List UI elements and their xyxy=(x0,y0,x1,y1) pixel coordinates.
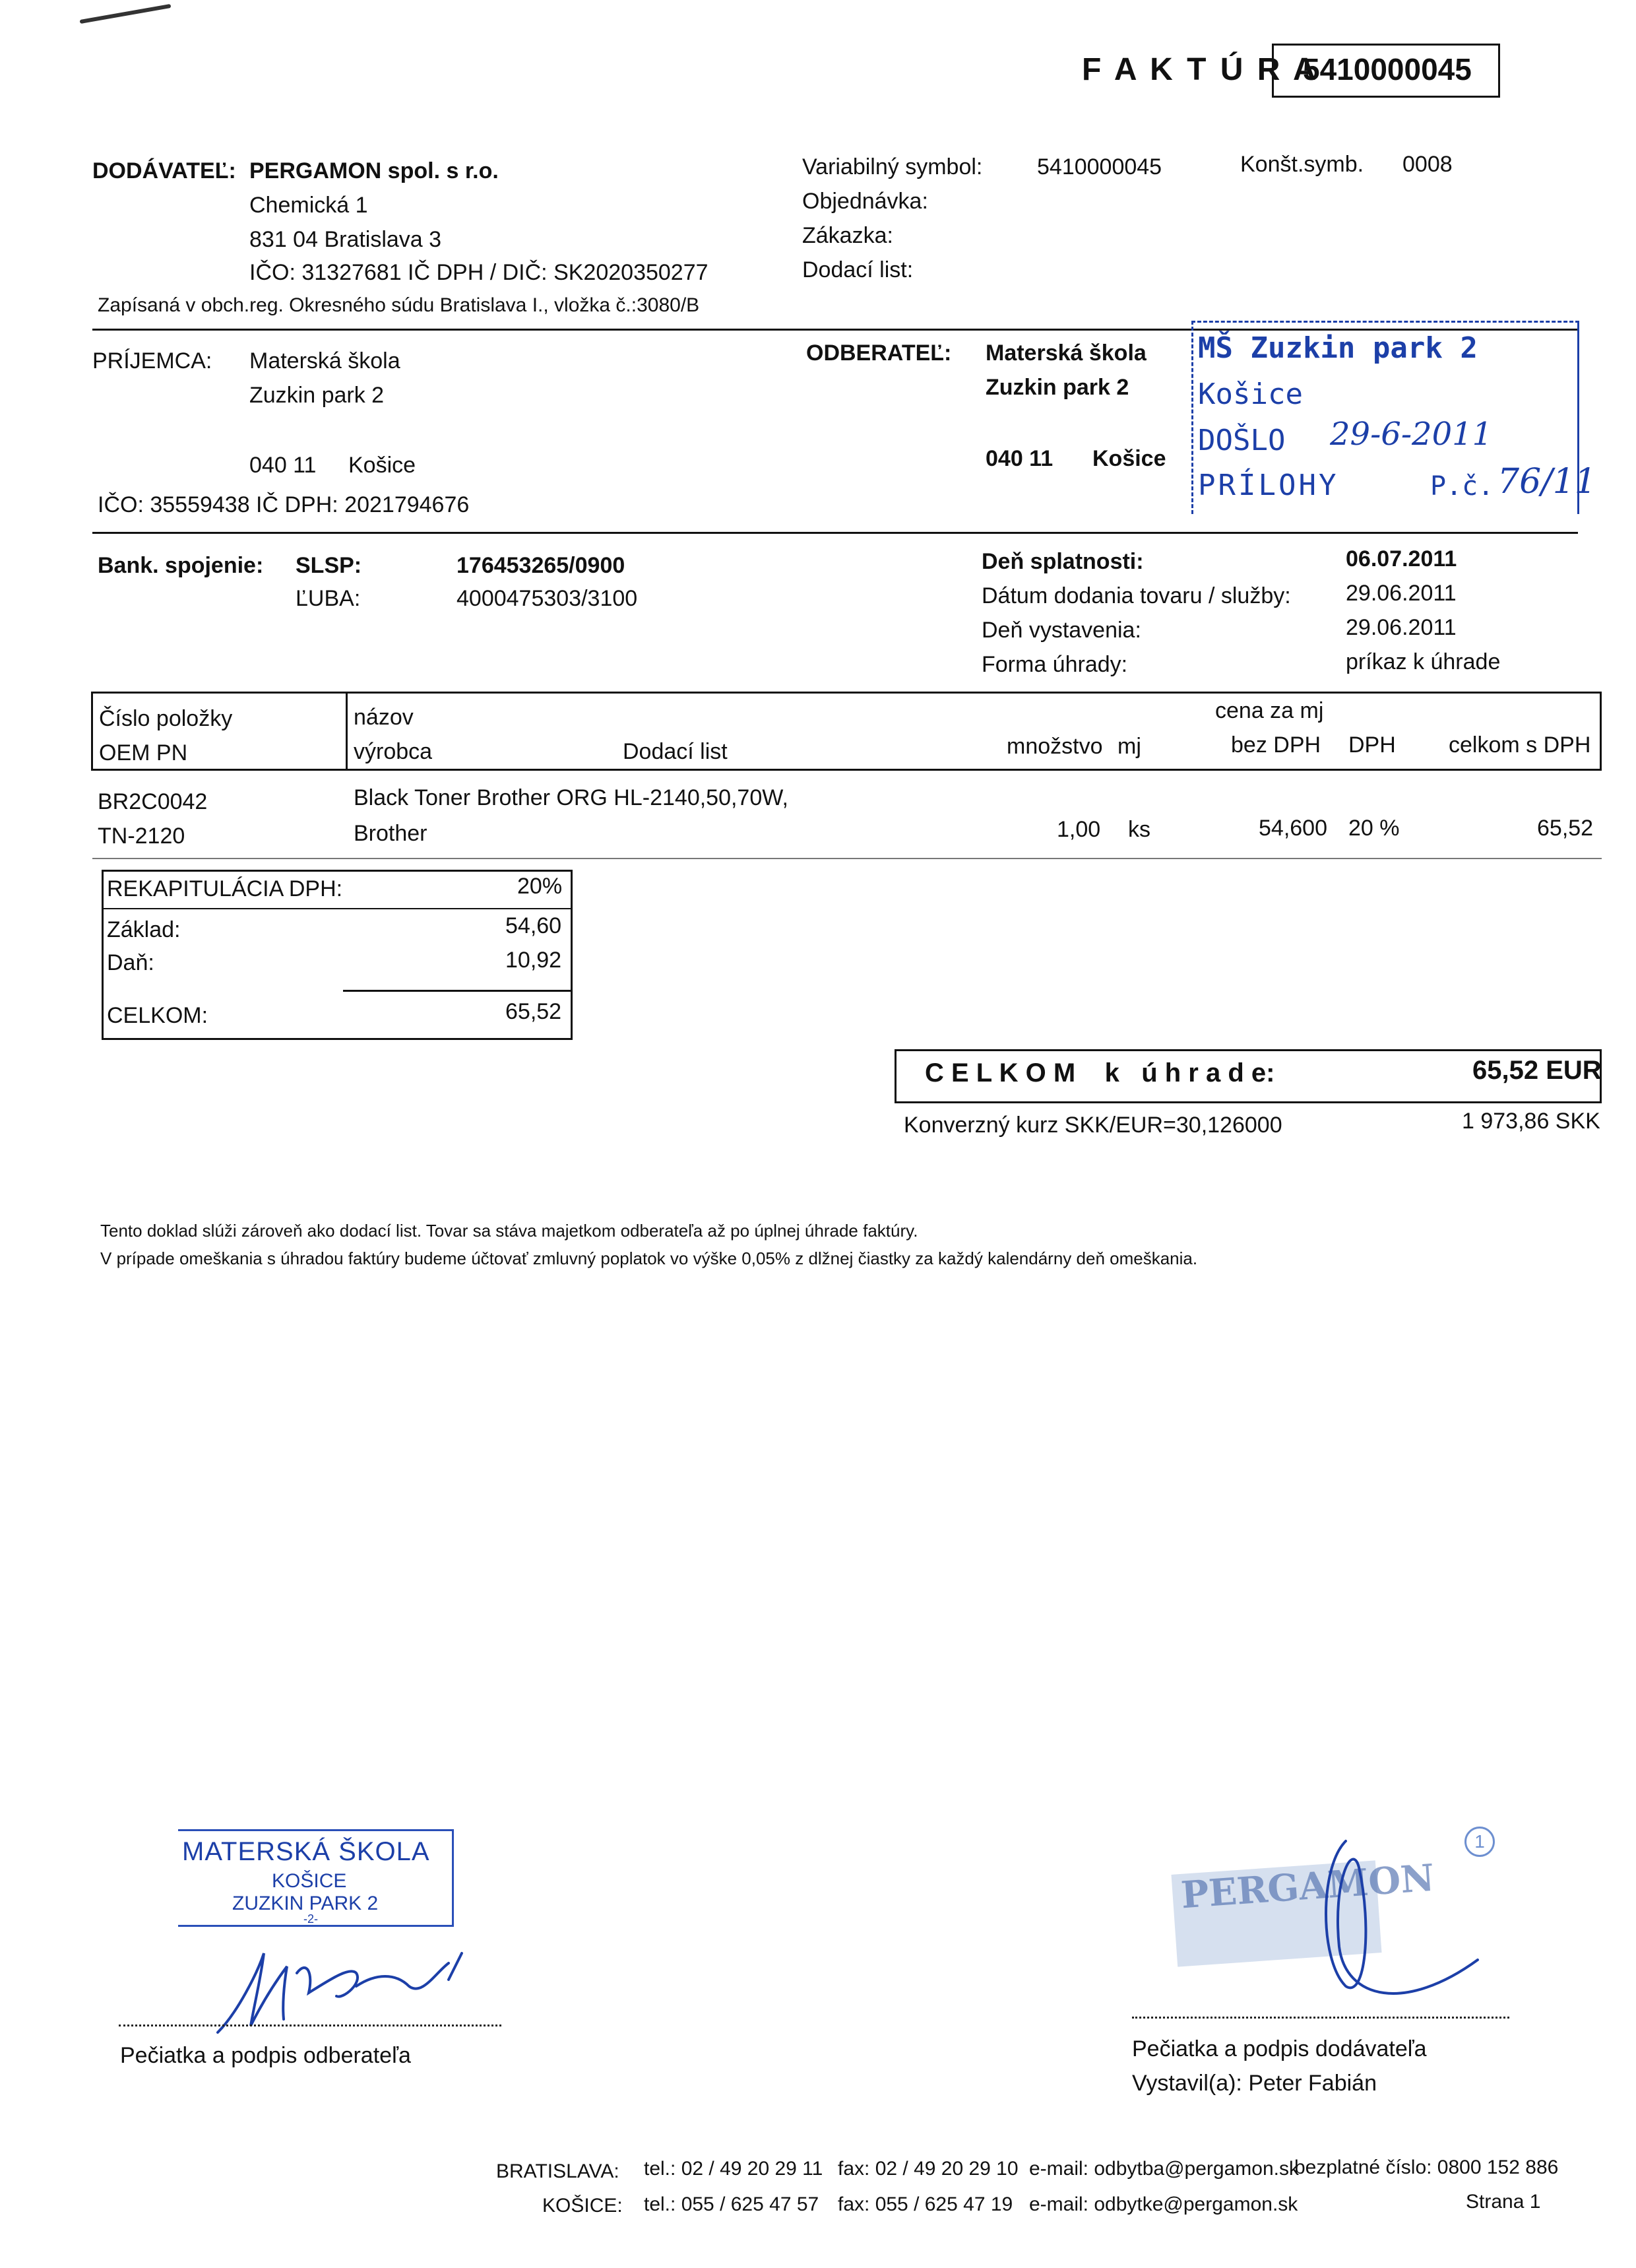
pen-mark xyxy=(80,4,172,24)
variabilny-label: Variabilný symbol: xyxy=(802,154,983,179)
received-stamp-line1: MŠ Zuzkin park 2 xyxy=(1198,331,1478,365)
recipient-street: Zuzkin park 2 xyxy=(249,383,385,408)
splatnost-label: Deň splatnosti: xyxy=(982,549,1144,574)
item-total: 65,52 xyxy=(1537,816,1594,841)
note-line-1: Tento doklad slúži zároveň ako dodací list. Tovar sa stáva majetkom odberateľa až po úplnej úhrade faktúry. xyxy=(100,1221,918,1241)
received-stamp-line2: Košice xyxy=(1198,377,1303,411)
supplier-register: Zapísaná v obch.reg. Okresného súdu Bratislava I., vložka č.:3080/B xyxy=(98,294,700,316)
footer-ba-email: e-mail: odbytba@pergamon.sk xyxy=(1029,2158,1299,2180)
footer-ke-fax: fax: 055 / 625 47 19 xyxy=(838,2193,1013,2215)
recap-zaklad-value: 54,60 xyxy=(505,913,562,938)
total-label: C E L K O M k ú h r a d e: xyxy=(925,1058,1275,1087)
bank-label: Bank. spojenie: xyxy=(98,553,264,578)
supplier-name: PERGAMON spol. s r.o. xyxy=(249,158,499,183)
supplier-signature-line xyxy=(1132,2017,1509,2019)
conversion-rate: Konverzný kurz SKK/EUR=30,126000 xyxy=(904,1113,1282,1138)
recipient-zip: 040 11 xyxy=(249,453,317,478)
col-celkom-header: celkom s DPH xyxy=(1449,732,1591,758)
recap-celkom-value: 65,52 xyxy=(505,999,562,1024)
footer-ba-tel: tel.: 02 / 49 20 29 11 xyxy=(644,2158,823,2180)
recap-dan-label: Daň: xyxy=(107,950,154,975)
col-dodaci-header: Dodací list xyxy=(623,739,728,764)
footer-ke-city: KOŠICE: xyxy=(542,2195,623,2217)
konst-label: Konšt.symb. xyxy=(1240,152,1364,177)
recap-divider-mid xyxy=(343,990,573,992)
objednavka-label: Objednávka: xyxy=(802,189,928,214)
col-oem-header: OEM PN xyxy=(99,740,188,765)
total-value: 65,52 EUR xyxy=(1472,1056,1602,1085)
konst-value: 0008 xyxy=(1402,152,1453,177)
zakazka-label: Zákazka: xyxy=(802,223,893,248)
footer-ke-tel: tel.: 055 / 625 47 57 xyxy=(644,2193,819,2215)
variabilny-value: 5410000045 xyxy=(1037,154,1162,179)
customer-stamp-line3: ZUZKIN PARK 2 xyxy=(232,1893,379,1914)
supplier-city: 831 04 Bratislava 3 xyxy=(249,227,442,252)
customer-signature-line xyxy=(119,2025,501,2026)
received-stamp-date: 29-6-2011 xyxy=(1330,416,1493,453)
recap-celkom-label: CELKOM: xyxy=(107,1003,208,1028)
recap-rate: 20% xyxy=(517,874,563,899)
customer-stamp-line1: MATERSKÁ ŠKOLA xyxy=(182,1837,430,1866)
recipient-name: Materská škola xyxy=(249,348,400,373)
dodanie-label: Dátum dodania tovaru / služby: xyxy=(982,583,1291,608)
row-divider xyxy=(92,858,1602,859)
recap-divider-top xyxy=(102,908,573,909)
customer-street: Zuzkin park 2 xyxy=(986,375,1129,400)
dodaci-label: Dodací list: xyxy=(802,257,914,282)
supplier-label: DODÁVATEĽ: xyxy=(92,158,236,183)
customer-stamp-line4: -2- xyxy=(303,1912,318,1926)
item-unit: ks xyxy=(1128,817,1150,842)
forma-label: Forma úhrady: xyxy=(982,652,1128,677)
customer-city: Košice xyxy=(1092,446,1166,471)
customer-zip: 040 11 xyxy=(986,446,1054,471)
table-col-divider xyxy=(346,692,348,771)
item-code: BR2C0042 xyxy=(98,789,208,814)
footer-ba-city: BRATISLAVA: xyxy=(496,2160,619,2182)
note-line-2: V prípade omeškania s úhradou faktúry budeme účtovať zmluvný poplatok vo výške 0,05% z dlžnej čiastky za každý kalendárny deň omeškania. xyxy=(100,1248,1198,1268)
col-mj-header: mj xyxy=(1117,734,1141,759)
bank1-account: 176453265/0900 xyxy=(456,553,625,578)
forma-value: príkaz k úhrade xyxy=(1346,649,1501,674)
item-price: 54,600 xyxy=(1259,816,1327,841)
vystavenie-label: Deň vystavenia: xyxy=(982,618,1141,643)
recap-title: REKAPITULÁCIA DPH: xyxy=(107,876,343,901)
col-bez-header: bez DPH xyxy=(1231,732,1321,758)
supplier-ids: IČO: 31327681 IČ DPH / DIČ: SK2020350277 xyxy=(249,260,708,285)
received-stamp-pc-value: 76/11 xyxy=(1497,462,1596,502)
customer-signature xyxy=(198,1933,501,2046)
splatnost-value: 06.07.2011 xyxy=(1346,546,1457,571)
received-stamp-doslo: DOŠLO xyxy=(1198,424,1286,457)
customer-label: ODBERATEĽ: xyxy=(806,340,952,366)
customer-signature-caption: Pečiatka a podpis odberateľa xyxy=(120,2043,411,2068)
recap-dan-value: 10,92 xyxy=(505,948,562,973)
bank2-name: ĽUBA: xyxy=(296,586,361,611)
divider-2 xyxy=(92,532,1578,534)
footer-free-number: bezplatné číslo: 0800 152 886 xyxy=(1294,2156,1559,2178)
conversion-value: 1 973,86 SKK xyxy=(1462,1109,1600,1134)
items-table-header xyxy=(91,692,1602,771)
received-stamp-prilohy: PRÍLOHY xyxy=(1198,469,1339,502)
supplier-signature-caption: Pečiatka a podpis dodávateľa xyxy=(1132,2036,1427,2061)
item-maker: Brother xyxy=(354,821,427,846)
item-name: Black Toner Brother ORG HL-2140,50,70W, xyxy=(354,785,788,810)
recipient-ids: IČO: 35559438 IČ DPH: 2021794676 xyxy=(98,492,470,517)
col-dph-header: DPH xyxy=(1348,732,1396,758)
vystavenie-value: 29.06.2011 xyxy=(1346,615,1457,640)
recipient-city: Košice xyxy=(348,453,416,478)
item-oem: TN-2120 xyxy=(98,824,185,849)
bank2-account: 4000475303/3100 xyxy=(456,586,638,611)
footer-ke-email: e-mail: odbytke@pergamon.sk xyxy=(1029,2193,1298,2215)
col-cislo-header: Číslo položky xyxy=(99,706,233,731)
recap-zaklad-label: Základ: xyxy=(107,917,181,942)
col-mnozstvo-header: množstvo xyxy=(1007,734,1103,759)
customer-stamp-line2: KOŠICE xyxy=(272,1870,347,1892)
supplier-street: Chemická 1 xyxy=(249,193,368,218)
customer-name: Materská škola xyxy=(986,340,1147,366)
supplier-stamp-name: PERGAMON xyxy=(1180,1856,1436,1918)
item-vat: 20 % xyxy=(1348,816,1400,841)
col-nazov-header: názov xyxy=(354,705,414,730)
footer-ba-fax: fax: 02 / 49 20 29 10 xyxy=(838,2158,1019,2180)
footer-page-number: Strana 1 xyxy=(1466,2191,1541,2213)
dodanie-value: 29.06.2011 xyxy=(1346,581,1457,606)
invoice-number: 5410000045 xyxy=(1303,52,1472,86)
invoice-title: F A K T Ú R A xyxy=(1082,52,1319,87)
recipient-label: PRÍJEMCA: xyxy=(92,348,212,373)
supplier-signature xyxy=(1306,1828,1517,2026)
issued-by: Vystavil(a): Peter Fabián xyxy=(1132,2071,1377,2096)
item-qty: 1,00 xyxy=(1057,817,1101,842)
col-cena-header: cena za mj xyxy=(1215,698,1324,723)
supplier-stamp-number: 1 xyxy=(1464,1827,1495,1857)
col-vyrobca-header: výrobca xyxy=(354,739,433,764)
bank1-name: SLSP: xyxy=(296,553,362,578)
received-stamp-pc-label: P.č. xyxy=(1430,471,1494,502)
